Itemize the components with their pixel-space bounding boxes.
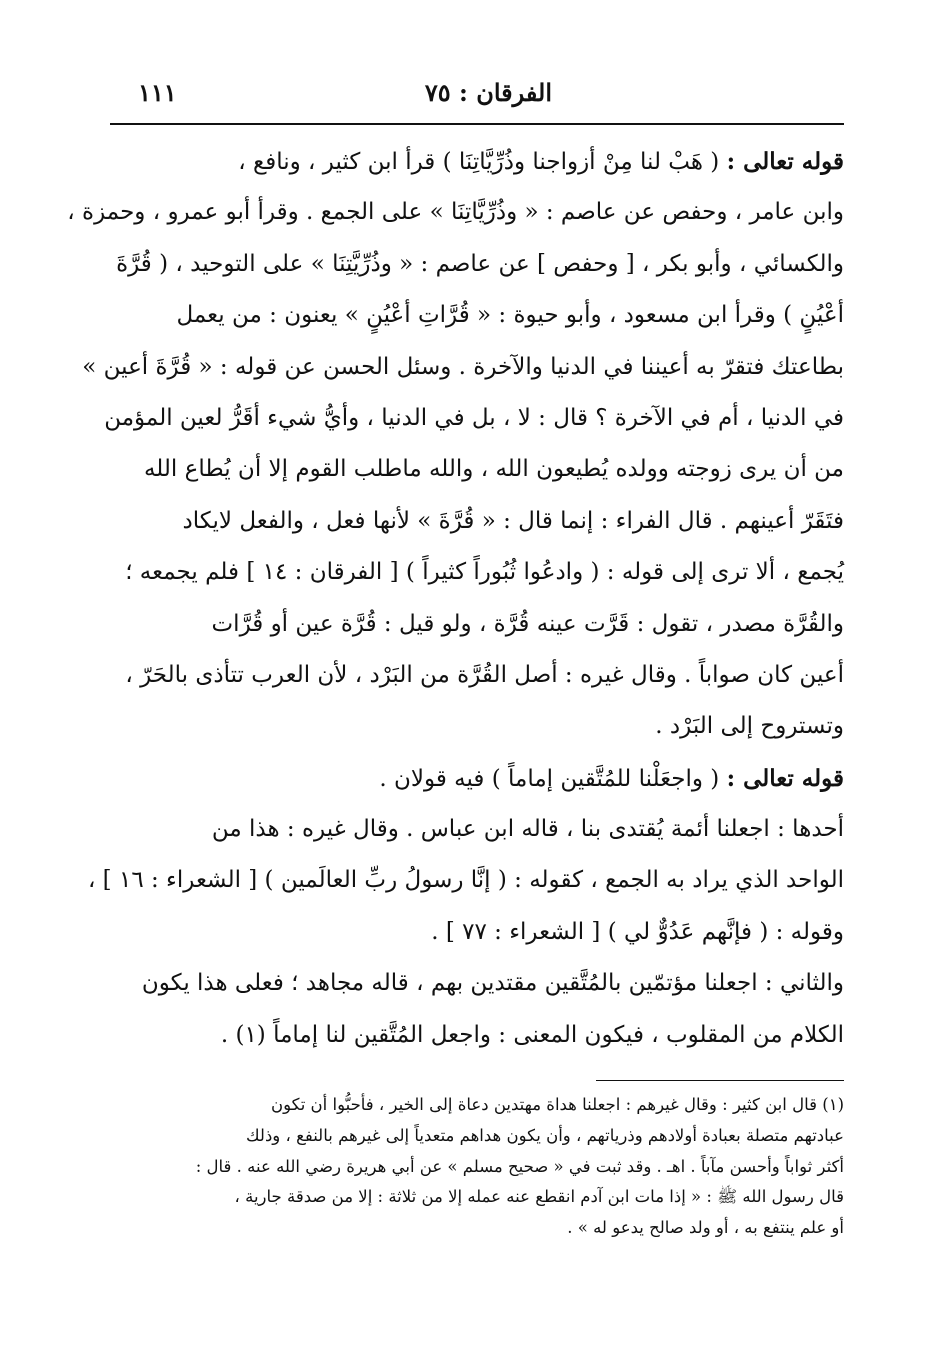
surah-reference: الفرقان : ٧٥ xyxy=(424,78,552,107)
page-number: ١١١ xyxy=(138,78,177,107)
verse-lead: قوله تعالى : xyxy=(726,148,844,175)
header-rule xyxy=(110,123,844,125)
text-line: أعين كان صواباً . وقال غيره : أصل القُرَّة من البَرْد ، لأن العرب تتأذى بالحَرّ ، xyxy=(125,661,844,688)
page-header xyxy=(118,78,838,118)
text-line: وقوله : ( فإنَّهم عَدُوٌّ لي ) [ الشعراء : ٧٧ ] . xyxy=(431,918,844,945)
text-line: والكسائي ، وأبو بكر ، [ وحفص ] عن عاصم : « وذُرِّيَّتِنَا » على التوحيد ، ( قُرَّةَ xyxy=(116,250,844,277)
main-text xyxy=(67,136,844,1061)
footnote-line: أو علم ينتفع به ، أو ولد صالح يدعو له » . xyxy=(567,1218,844,1238)
text-line: وابن عامر ، وحفص عن عاصم : « وذُرِّيَّاتِنَا » على الجمع . وقرأ أبو عمرو ، وحمزة ، xyxy=(67,199,844,226)
text-line: في الدنيا ، أم في الآخرة ؟ قال : لا ، بل في الدنيا ، وأيُّ شيء أقَرُّ لعين المؤمن xyxy=(104,404,844,431)
text-line: والثاني : اجعلنا مؤتمّين بالمُتَّقين مقتدين بهم ، قاله مجاهد ؛ فعلى هذا يكون xyxy=(141,970,844,997)
footnote-line: عبادتهم متصلة بعبادة أولادهم وذرياتهم ، وأن يكون هداهم متعدياً إلى غيرهم بالنفع ، وذلك xyxy=(246,1125,844,1145)
text-line: الواحد الذي يراد به الجمع ، كقوله : ( إنَّا رسولُ ربِّ العالَمين ) [ الشعراء : ١٦ ] ، xyxy=(87,867,844,894)
text-line: بطاعتك فتقرّ به أعيننا في الدنيا والآخرة . وسئل الحسن عن قوله : « قُرَّةَ أعين » xyxy=(82,353,844,380)
footnotes xyxy=(110,1090,844,1244)
text-line: أحدها : اجعلنا أئمة يُقتدى بنا ، قاله ابن عباس . وقال غيره : هذا من xyxy=(211,816,844,843)
text-line: قوله تعالى : ( هَبْ لنا مِنْ أزواجنا وذُرِّيَّاتِنَا ) قرأ ابن كثير ، ونافع ، xyxy=(238,148,844,175)
text-line: أعْيُنٍ ) وقرأ ابن مسعود ، وأبو حيوة : « قُرَّاتِ أعْيُنٍ » يعنون : من يعمل xyxy=(176,302,844,329)
footnote-line: (١) قال ابن كثير : وقال غيرهم : اجعلنا هداة مهتدين دعاة إلى الخير ، فأحبُّوا أن تكون xyxy=(270,1095,844,1114)
text-line: وتستروح إلى البَرْد . xyxy=(655,713,844,740)
footnote-line: قال رسول الله ﷺ : « إذا مات ابن آدم انقطع عنه عمله إلا من ثلاثة : إلا من صدقة جارية ، xyxy=(234,1187,844,1207)
text-line: والقُرَّة مصدر ، تقول : قَرَّت عينه قُرَّة ، ولو قيل : قُرَّة عين أو قُرَّات xyxy=(211,610,844,637)
footnote-line: أكثر ثواباً وأحسن مآباً . اهـ . وقد ثبت في « صحيح مسلم » عن أبي هريرة رضي الله عنه . قال : xyxy=(195,1156,844,1176)
text-line: قوله تعالى : ( واجعَلْنا للمُتَّقين إماماً ) فيه قولان . xyxy=(379,764,844,792)
text-line: من أن يرى زوجته وولده يُطيعون الله ، والله ماطلب القوم إلا أن يُطاع الله xyxy=(143,456,844,483)
text-line: الكلام من المقلوب ، فيكون المعنى : واجعل المُتَّقين لنا إماماً (١) . xyxy=(220,1021,844,1048)
text-line: يُجمع ، ألا ترى إلى قوله : ( وادعُوا ثُبُوراً كثيراً ) [ الفرقان : ١٤ ] فلم يجمعه ؛ xyxy=(125,559,844,586)
text-line: فتَقَرّ أعينهم . قال الفراء : إنما قال : « قُرَّةَ » لأنها فعل ، والفعل لايكاد xyxy=(182,507,844,534)
footnote-rule xyxy=(596,1080,844,1081)
verse-lead: قوله تعالى : xyxy=(726,764,844,792)
